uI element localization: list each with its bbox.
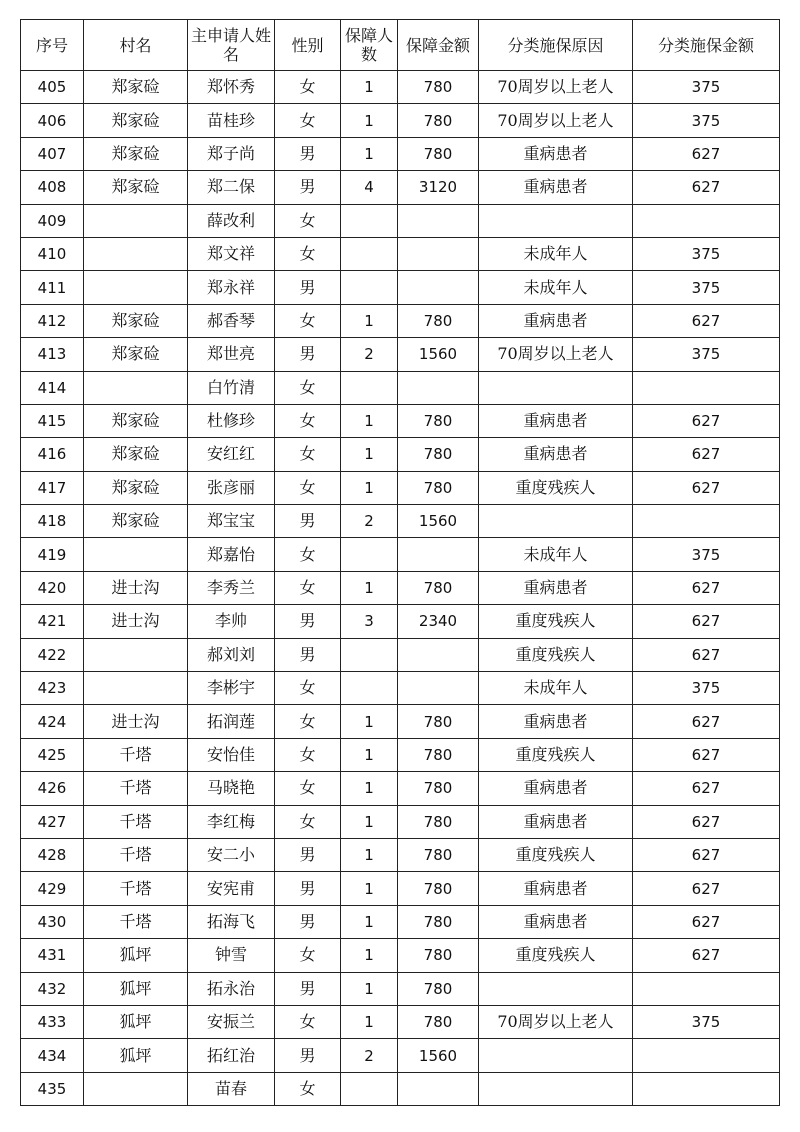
table-row [21,638,780,671]
cell-applicant-name: 郑世亮 [188,338,275,371]
cell-category-reason: 70周岁以上老人 [479,338,633,371]
cell-persons [341,237,398,270]
cell-amount: 780 [398,571,479,604]
cell-category-amount: 627 [633,471,780,504]
cell-category-reason: 重度残疾人 [479,471,633,504]
cell-category-amount: 627 [633,939,780,972]
cell-village: 郑家硷 [84,171,188,204]
cell-category-reason: 重病患者 [479,772,633,805]
header-village: 村名 [84,20,188,71]
cell-category-amount: 375 [633,71,780,104]
cell-applicant-name: 安振兰 [188,1005,275,1038]
table-row [21,838,780,871]
cell-amount [398,204,479,237]
cell-category-reason: 70周岁以上老人 [479,1005,633,1038]
cell-category-amount: 627 [633,404,780,437]
cell-serial-number: 414 [21,371,84,404]
cell-gender: 女 [275,404,341,437]
table-row [21,471,780,504]
cell-gender: 男 [275,605,341,638]
cell-gender: 男 [275,137,341,170]
cell-category-amount [633,505,780,538]
cell-amount: 780 [398,872,479,905]
cell-category-amount [633,204,780,237]
cell-serial-number: 429 [21,872,84,905]
cell-persons: 1 [341,571,398,604]
cell-category-amount [633,371,780,404]
cell-amount: 780 [398,1005,479,1038]
cell-gender: 女 [275,1005,341,1038]
cell-category-amount: 627 [633,805,780,838]
cell-persons: 1 [341,71,398,104]
cell-serial-number: 426 [21,772,84,805]
cell-gender: 男 [275,872,341,905]
cell-amount [398,538,479,571]
cell-applicant-name: 拓润莲 [188,705,275,738]
cell-applicant-name: 郑子尚 [188,137,275,170]
cell-village: 郑家硷 [84,438,188,471]
cell-village: 千塔 [84,805,188,838]
cell-village: 进士沟 [84,705,188,738]
table-row [21,104,780,137]
table-row [21,672,780,705]
cell-persons: 1 [341,905,398,938]
cell-applicant-name: 李彬宇 [188,672,275,705]
cell-applicant-name: 杜修珍 [188,404,275,437]
cell-category-reason [479,972,633,1005]
cell-category-amount: 627 [633,838,780,871]
cell-village [84,271,188,304]
cell-village [84,538,188,571]
cell-applicant-name: 郑嘉怡 [188,538,275,571]
cell-village: 千塔 [84,905,188,938]
cell-persons [341,638,398,671]
cell-amount: 780 [398,838,479,871]
cell-applicant-name: 马晓艳 [188,772,275,805]
cell-applicant-name: 郑永祥 [188,271,275,304]
cell-serial-number: 411 [21,271,84,304]
cell-applicant-name: 李秀兰 [188,571,275,604]
cell-serial-number: 423 [21,672,84,705]
cell-persons [341,204,398,237]
cell-village [84,638,188,671]
cell-village: 郑家硷 [84,505,188,538]
cell-category-reason: 70周岁以上老人 [479,71,633,104]
cell-applicant-name: 苗春 [188,1072,275,1105]
cell-serial-number: 434 [21,1039,84,1072]
cell-applicant-name: 郑怀秀 [188,71,275,104]
cell-persons: 1 [341,438,398,471]
cell-serial-number: 428 [21,838,84,871]
cell-persons: 1 [341,772,398,805]
cell-gender: 女 [275,237,341,270]
cell-category-amount [633,1072,780,1105]
table-row [21,939,780,972]
cell-persons: 2 [341,338,398,371]
table-row [21,905,780,938]
table-row [21,237,780,270]
cell-amount: 780 [398,71,479,104]
cell-serial-number: 405 [21,71,84,104]
cell-category-reason: 重病患者 [479,304,633,337]
cell-applicant-name: 李红梅 [188,805,275,838]
cell-serial-number: 409 [21,204,84,237]
cell-serial-number: 406 [21,104,84,137]
table-row [21,438,780,471]
table-row [21,338,780,371]
cell-village: 狐坪 [84,939,188,972]
cell-gender: 女 [275,1072,341,1105]
cell-village: 千塔 [84,838,188,871]
cell-amount [398,371,479,404]
cell-category-reason: 重病患者 [479,571,633,604]
cell-village [84,1072,188,1105]
cell-applicant-name: 拓海飞 [188,905,275,938]
cell-gender: 女 [275,772,341,805]
cell-amount [398,1072,479,1105]
cell-category-reason: 未成年人 [479,672,633,705]
cell-serial-number: 425 [21,738,84,771]
cell-persons: 1 [341,705,398,738]
cell-category-reason: 重度残疾人 [479,939,633,972]
cell-amount [398,672,479,705]
cell-applicant-name: 薛改利 [188,204,275,237]
cell-serial-number: 412 [21,304,84,337]
cell-gender: 女 [275,738,341,771]
cell-category-amount: 627 [633,738,780,771]
cell-applicant-name: 钟雪 [188,939,275,972]
cell-persons: 2 [341,505,398,538]
cell-serial-number: 415 [21,404,84,437]
cell-serial-number: 432 [21,972,84,1005]
table-row [21,872,780,905]
header-applicant-name: 主申请人姓名 [188,20,275,71]
cell-serial-number: 410 [21,237,84,270]
cell-village: 郑家硷 [84,338,188,371]
table-row [21,137,780,170]
table-row [21,772,780,805]
cell-persons: 1 [341,805,398,838]
cell-amount: 1560 [398,1039,479,1072]
cell-village: 千塔 [84,872,188,905]
cell-serial-number: 435 [21,1072,84,1105]
cell-category-reason: 重病患者 [479,404,633,437]
cell-gender: 男 [275,271,341,304]
cell-village [84,237,188,270]
cell-village: 郑家硷 [84,471,188,504]
cell-category-reason: 重度残疾人 [479,838,633,871]
cell-category-amount: 375 [633,672,780,705]
cell-amount [398,271,479,304]
cell-applicant-name: 拓永治 [188,972,275,1005]
header-category-reason: 分类施保原因 [479,20,633,71]
cell-applicant-name: 拓红治 [188,1039,275,1072]
cell-amount: 780 [398,972,479,1005]
cell-applicant-name: 安红红 [188,438,275,471]
cell-persons: 1 [341,939,398,972]
cell-persons: 1 [341,137,398,170]
cell-village: 千塔 [84,772,188,805]
cell-village [84,204,188,237]
cell-amount: 780 [398,304,479,337]
table-row [21,271,780,304]
cell-category-amount: 627 [633,872,780,905]
cell-village [84,672,188,705]
header-persons: 保障人数 [341,20,398,71]
table-row [21,1005,780,1038]
cell-category-reason: 重病患者 [479,905,633,938]
cell-category-reason: 70周岁以上老人 [479,104,633,137]
cell-amount: 780 [398,137,479,170]
cell-village: 郑家硷 [84,137,188,170]
cell-village: 进士沟 [84,571,188,604]
cell-applicant-name: 郑宝宝 [188,505,275,538]
cell-persons: 1 [341,838,398,871]
cell-gender: 女 [275,104,341,137]
cell-serial-number: 424 [21,705,84,738]
cell-category-reason: 未成年人 [479,237,633,270]
cell-persons: 1 [341,1005,398,1038]
cell-serial-number: 419 [21,538,84,571]
cell-category-reason: 重病患者 [479,805,633,838]
cell-gender: 男 [275,638,341,671]
cell-gender: 男 [275,972,341,1005]
cell-serial-number: 418 [21,505,84,538]
cell-category-amount: 627 [633,571,780,604]
cell-persons [341,672,398,705]
cell-gender: 女 [275,672,341,705]
cell-amount: 1560 [398,338,479,371]
cell-gender: 女 [275,204,341,237]
cell-amount: 780 [398,104,479,137]
cell-amount [398,638,479,671]
cell-serial-number: 422 [21,638,84,671]
cell-gender: 女 [275,538,341,571]
cell-amount [398,237,479,270]
header-gender: 性别 [275,20,341,71]
cell-amount: 780 [398,905,479,938]
cell-category-amount: 627 [633,705,780,738]
cell-applicant-name: 李帅 [188,605,275,638]
cell-category-reason: 重病患者 [479,438,633,471]
cell-category-amount: 375 [633,104,780,137]
cell-category-amount: 375 [633,538,780,571]
cell-village: 千塔 [84,738,188,771]
cell-amount: 780 [398,438,479,471]
table-row [21,1039,780,1072]
cell-applicant-name: 郝香琴 [188,304,275,337]
cell-persons: 1 [341,404,398,437]
cell-persons: 3 [341,605,398,638]
table-row [21,538,780,571]
cell-gender: 男 [275,905,341,938]
cell-amount: 2340 [398,605,479,638]
cell-applicant-name: 安二小 [188,838,275,871]
cell-category-amount: 627 [633,605,780,638]
cell-persons: 1 [341,972,398,1005]
header-row [21,20,780,71]
cell-applicant-name: 郝刘刘 [188,638,275,671]
cell-village: 郑家硷 [84,404,188,437]
cell-amount: 3120 [398,171,479,204]
cell-applicant-name: 郑文祥 [188,237,275,270]
table-row [21,805,780,838]
cell-serial-number: 413 [21,338,84,371]
cell-gender: 女 [275,571,341,604]
table-row [21,371,780,404]
cell-persons: 1 [341,304,398,337]
table-row [21,705,780,738]
cell-village: 狐坪 [84,972,188,1005]
cell-persons: 4 [341,171,398,204]
cell-applicant-name: 张彦丽 [188,471,275,504]
cell-persons [341,1072,398,1105]
cell-persons: 1 [341,104,398,137]
table-row [21,1072,780,1105]
cell-category-amount: 627 [633,772,780,805]
table-row [21,171,780,204]
cell-applicant-name: 安怡佳 [188,738,275,771]
cell-category-reason: 重度残疾人 [479,638,633,671]
cell-category-reason [479,204,633,237]
cell-serial-number: 421 [21,605,84,638]
cell-serial-number: 420 [21,571,84,604]
cell-category-reason [479,1072,633,1105]
cell-village: 进士沟 [84,605,188,638]
cell-applicant-name: 安宪甫 [188,872,275,905]
table-row [21,505,780,538]
cell-gender: 女 [275,705,341,738]
cell-village: 郑家硷 [84,304,188,337]
cell-persons [341,271,398,304]
cell-amount: 780 [398,471,479,504]
cell-category-reason: 未成年人 [479,538,633,571]
cell-category-amount: 627 [633,137,780,170]
cell-category-reason [479,505,633,538]
cell-category-amount: 627 [633,638,780,671]
cell-serial-number: 433 [21,1005,84,1038]
header-serial-number: 序号 [21,20,84,71]
header-category-amount: 分类施保金额 [633,20,780,71]
cell-gender: 女 [275,71,341,104]
cell-village: 狐坪 [84,1005,188,1038]
cell-category-amount: 627 [633,905,780,938]
cell-gender: 男 [275,171,341,204]
cell-gender: 女 [275,471,341,504]
cell-category-reason: 重病患者 [479,872,633,905]
cell-persons: 1 [341,738,398,771]
cell-persons: 1 [341,471,398,504]
cell-category-amount: 375 [633,1005,780,1038]
cell-category-amount [633,1039,780,1072]
table-row [21,738,780,771]
cell-gender: 男 [275,838,341,871]
cell-serial-number: 407 [21,137,84,170]
cell-gender: 女 [275,438,341,471]
cell-category-amount: 627 [633,438,780,471]
cell-amount: 780 [398,738,479,771]
cell-applicant-name: 白竹清 [188,371,275,404]
cell-gender: 男 [275,338,341,371]
cell-category-reason [479,1039,633,1072]
cell-village: 狐坪 [84,1039,188,1072]
cell-amount: 780 [398,404,479,437]
cell-gender: 女 [275,939,341,972]
cell-amount: 780 [398,772,479,805]
cell-village: 郑家硷 [84,104,188,137]
table-row [21,571,780,604]
cell-gender: 女 [275,304,341,337]
cell-serial-number: 417 [21,471,84,504]
cell-serial-number: 416 [21,438,84,471]
cell-serial-number: 408 [21,171,84,204]
cell-persons: 2 [341,1039,398,1072]
cell-village [84,371,188,404]
table-row [21,71,780,104]
cell-gender: 女 [275,371,341,404]
cell-serial-number: 430 [21,905,84,938]
cell-gender: 男 [275,505,341,538]
cell-gender: 男 [275,1039,341,1072]
cell-amount: 780 [398,705,479,738]
cell-amount: 1560 [398,505,479,538]
cell-persons [341,371,398,404]
cell-category-amount: 375 [633,237,780,270]
cell-persons: 1 [341,872,398,905]
cell-category-amount: 627 [633,171,780,204]
table-row [21,972,780,1005]
cell-serial-number: 431 [21,939,84,972]
cell-category-reason: 未成年人 [479,271,633,304]
table-row [21,304,780,337]
cell-category-reason: 重病患者 [479,171,633,204]
table-row [21,204,780,237]
cell-amount: 780 [398,805,479,838]
cell-persons [341,538,398,571]
cell-category-reason [479,371,633,404]
assistance-table [20,19,780,1106]
cell-category-reason: 重度残疾人 [479,738,633,771]
cell-gender: 女 [275,805,341,838]
cell-applicant-name: 苗桂珍 [188,104,275,137]
cell-amount: 780 [398,939,479,972]
table-row [21,605,780,638]
cell-category-reason: 重度残疾人 [479,605,633,638]
cell-serial-number: 427 [21,805,84,838]
table-row [21,404,780,437]
cell-category-reason: 重病患者 [479,705,633,738]
cell-category-amount [633,972,780,1005]
cell-applicant-name: 郑二保 [188,171,275,204]
cell-category-amount: 375 [633,338,780,371]
cell-village: 郑家硷 [84,71,188,104]
cell-category-amount: 375 [633,271,780,304]
cell-category-reason: 重病患者 [479,137,633,170]
header-amount: 保障金额 [398,20,479,71]
cell-category-amount: 627 [633,304,780,337]
